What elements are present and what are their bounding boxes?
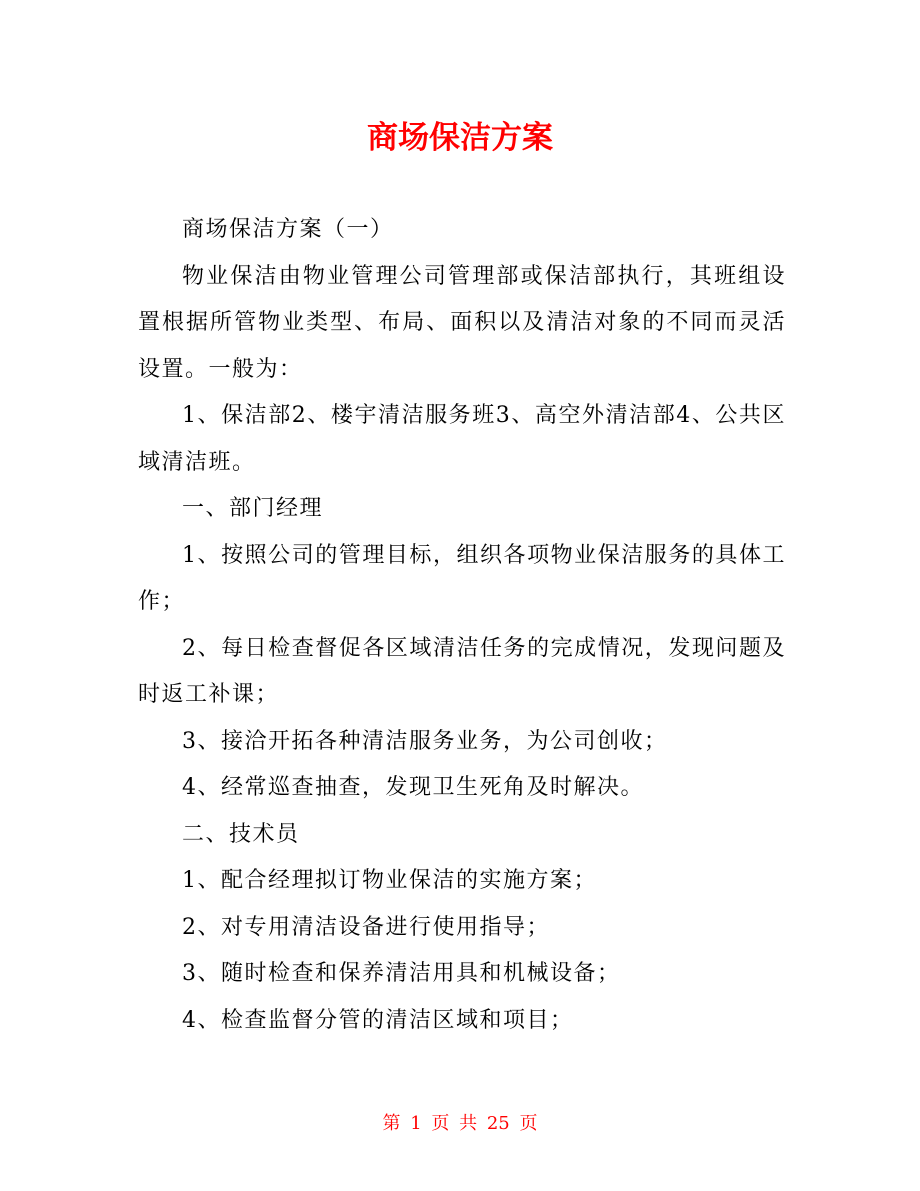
- paragraph: 1、保洁部2、楼宇清洁服务班3、高空外清洁部4、公共区域清洁班。: [138, 403, 786, 475]
- paragraph: 商场保洁方案（一）: [182, 217, 394, 242]
- paragraph: 1、配合经理拟订物业保洁的实施方案；: [182, 868, 597, 893]
- section-heading: 一、部门经理: [182, 496, 324, 521]
- paragraph: 1、按照公司的管理目标，组织各项物业保洁服务的具体工作；: [138, 542, 786, 614]
- section-heading: 二、技术员: [182, 821, 300, 847]
- paragraph: 3、随时检查和保养清洁用具和机械设备；: [182, 961, 621, 986]
- paragraph: 2、每日检查督促各区域清洁任务的完成情况，发现问题及时返工补课；: [138, 635, 786, 707]
- paragraph: 4、检查监督分管的清洁区域和项目；: [182, 1007, 574, 1033]
- document-body: [138, 207, 786, 1044]
- paragraph: 4、经常巡查抽查，发现卫生死角及时解决。: [182, 775, 644, 800]
- paragraph: 2、对专用清洁设备进行使用指导；: [182, 914, 550, 940]
- page-footer: 第 1 页 共 25 页: [382, 1113, 538, 1134]
- document-title: 商场保洁方案: [367, 120, 553, 156]
- paragraph: 3、接洽开拓各种清洁服务业务，为公司创收；: [182, 728, 668, 754]
- paragraph: 物业保洁由物业管理公司管理部或保洁部执行，其班组设置根据所管物业类型、布局、面积以及清洁对象的不同而灵活设置。一般为：: [138, 263, 786, 382]
